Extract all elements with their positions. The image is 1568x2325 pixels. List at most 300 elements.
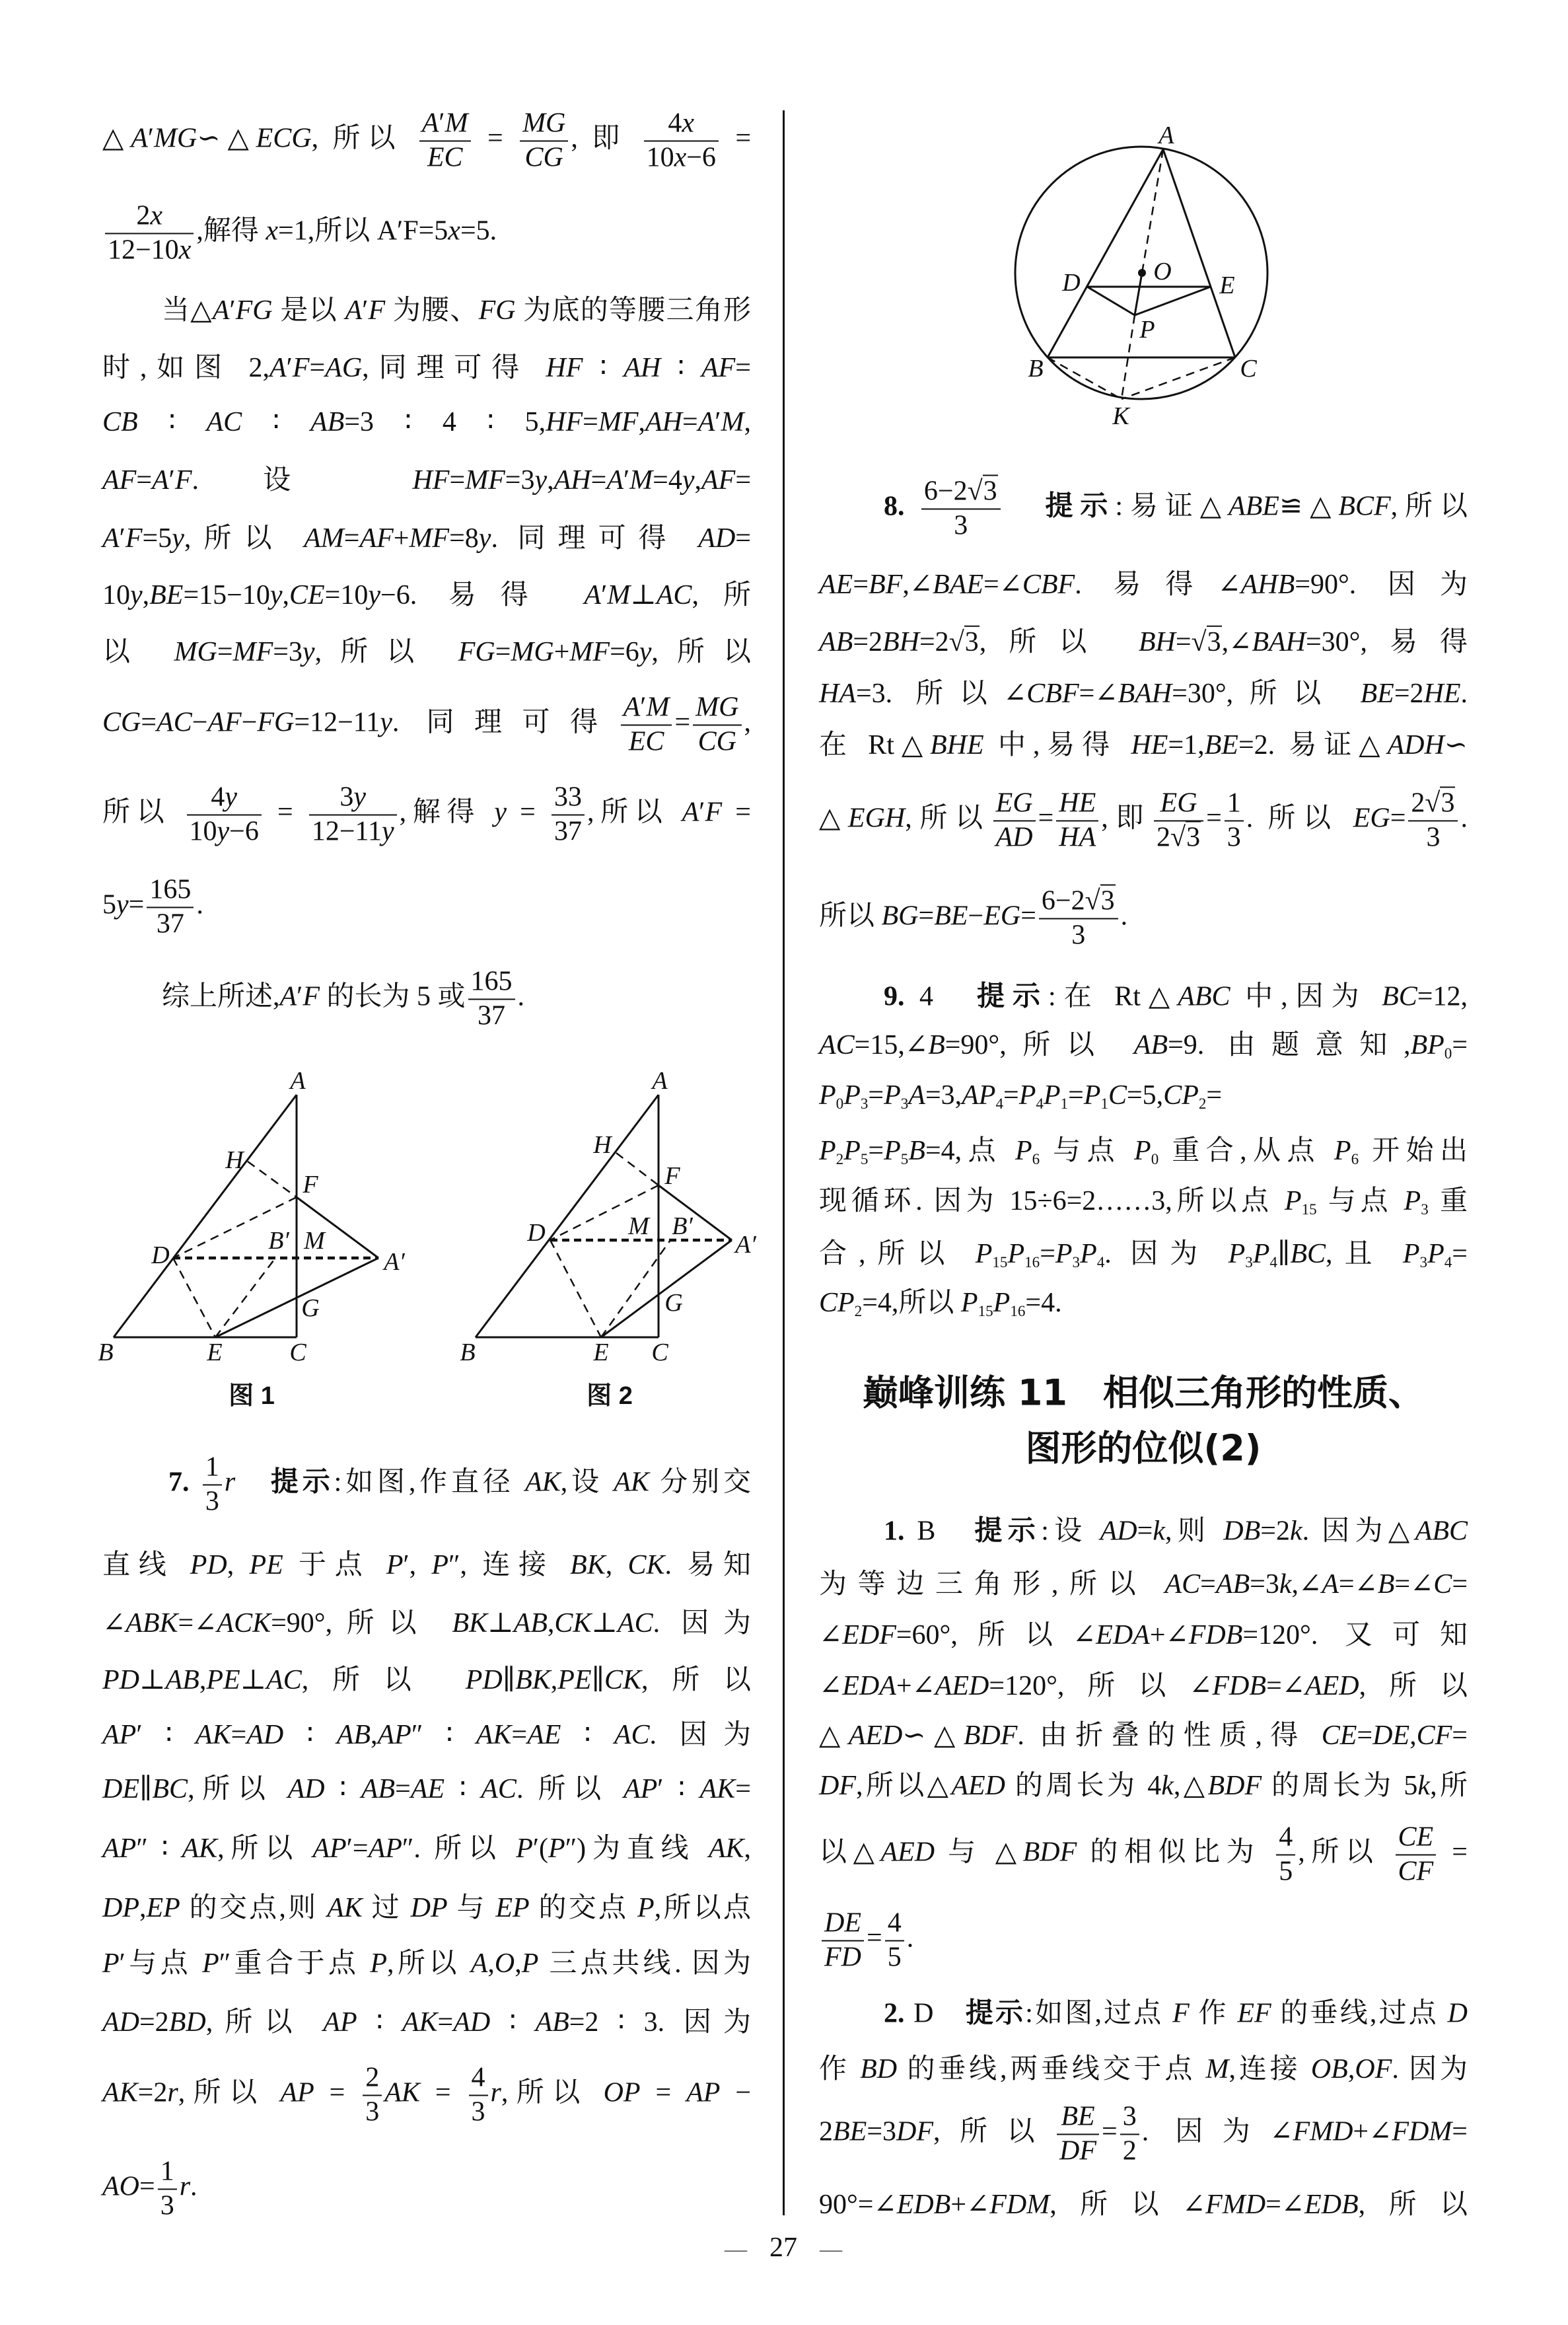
math-variable: AD [453,2007,491,2038]
text-run: ,所以 [387,1948,471,1979]
text-line [102,2155,751,2222]
denominator [1057,2133,1099,2168]
text-run: 5 [102,889,116,920]
text-run: = [735,352,751,383]
text-run: 的周长为 4 [1005,1770,1162,1801]
text-run: ∶ [583,352,624,383]
numerator [468,965,515,998]
math-variable: BE [833,2116,867,2147]
math-variable: AHB [1240,569,1295,600]
text-line [819,1078,1468,1113]
math-variable: P [1015,1135,1032,1166]
fraction [822,1907,864,1974]
text-run: 直线 [102,1549,190,1580]
text-run: ∶ [561,1719,614,1750]
text-run: . [906,1923,914,1954]
fig2-solid-segment-F-A1 [659,1185,732,1240]
text-run: ,∠ [1291,1568,1322,1600]
math-variable: DE [824,1907,861,1938]
math-variable: P [884,1135,901,1166]
text-run: 与 △ [935,1837,1023,1868]
text-run: =3 [505,464,535,496]
math-variable: P [1043,1080,1061,1111]
square-root [1425,786,1455,818]
text-run: = [1452,1568,1468,1600]
text-run: 5 [1279,1856,1293,1886]
text-run: 2 [819,2116,833,2147]
math-variable: P [993,1287,1011,1318]
text-run: ″ ∶ [411,1719,476,1750]
text-run: ,所以 [587,797,682,828]
text-line [819,2188,1468,2223]
text-run: ∽ [1444,729,1468,760]
math-variable: CF [1416,1720,1452,1751]
text-run: . [1460,678,1468,709]
text-run: , [550,1664,558,1695]
text-run: △ [819,1720,849,1751]
text-run: − [968,901,984,932]
fig2-point-label: E [593,1339,609,1366]
text-run: =5 [142,523,172,554]
text-run: ,所以 [1390,491,1468,522]
math-variable: EG [995,788,1033,819]
math-variable: y [380,707,392,738]
text-run: :易证△ [1115,491,1229,522]
text-run: B [904,1516,975,1547]
text-run: 6−2 [1041,885,1085,916]
text-run: = [1439,1837,1468,1868]
math-variable: MG [695,692,739,723]
text-line [102,1831,751,1866]
text-run: =3 [867,2116,896,2147]
text-run: ′ [286,352,293,383]
math-variable: y [269,579,283,610]
text-run: =4,点 [925,1135,1015,1166]
radicand: 3 [1186,822,1201,852]
text-run: , [744,1833,751,1864]
math-variable: AP [623,1773,658,1804]
subscript: 3 [1419,1253,1428,1271]
radical-sign-icon: √ [1191,626,1207,657]
text-run: =1, [1168,729,1205,760]
denominator [468,998,515,1033]
math-variable: AK [476,1719,512,1750]
text-run: ″ ∶ [136,1833,182,1864]
math-variable: B [928,1029,945,1060]
fig2-point-label: G [664,1289,683,1317]
math-variable: AK [699,1773,736,1804]
math-variable: x [266,215,279,246]
math-variable: BAH [1118,678,1172,709]
text-line [884,1513,1468,1549]
math-variable: BK [515,1664,551,1695]
text-run: 2 [1411,788,1425,819]
math-variable: ABC [1415,1516,1468,1547]
text-run: 的交点 [529,1892,638,1923]
fraction [203,1451,222,1518]
text-run: ′ [362,295,369,326]
text-run: 在 Rt△ [819,729,931,760]
center-point-dot [1138,269,1146,277]
footer-dash-left: — [725,2237,747,2262]
text-line [819,885,1468,951]
text-run: ,所以 [905,803,991,834]
fraction [1057,2100,1099,2167]
math-variable: FMD [1205,2189,1266,2220]
text-run: ⊥ [591,1607,618,1639]
text-run: = [1452,2116,1468,2147]
denominator [1056,820,1098,854]
math-variable: HA [1059,822,1096,852]
math-variable: P [1055,1238,1073,1269]
text-run: ′ [699,797,705,828]
fig1-dashed-segment-D-E [173,1258,215,1337]
math-variable: AD [1100,1516,1137,1547]
square-root [1192,626,1222,657]
math-variable: BC [1290,1238,1326,1269]
text-run [190,1467,200,1498]
denominator [147,906,194,941]
math-variable: CB [102,406,138,437]
math-variable: AP [368,1833,402,1864]
text-run: . 因为 [1104,1238,1229,1269]
math-variable: BC [1382,981,1417,1012]
square-root [949,626,980,657]
text-run: =2 ∶ 3. 因为 [569,2007,751,2038]
text-run: =12−11 [294,707,380,738]
text-run: 4 [668,108,682,139]
math-variable: HF [546,406,583,437]
text-run: ,解得 [399,797,495,828]
text-run: , [371,1719,378,1750]
text-run: :如图,过点 [1025,1998,1173,2029]
text-run: 与点 [1316,1185,1404,1216]
math-variable: x [150,200,162,231]
radicand: 3 [964,626,979,657]
text-run: 12−11 [311,816,382,846]
math-variable: k [1417,1770,1431,1801]
math-variable: CK [554,1607,592,1639]
subscript: 4 [995,1095,1003,1113]
text-run: = [674,707,691,738]
text-run: 现循环. 因为 15÷6=2……3,所以点 [819,1185,1285,1216]
circumcircle [1015,147,1267,399]
text-run: ,则 [1165,1516,1224,1547]
math-variable: P [843,1080,861,1111]
text-run: . 由折叠的性质,得 [1017,1720,1322,1751]
fig1-dashed-segment-E-B1 [215,1258,275,1337]
math-variable: P [1018,1080,1036,1111]
math-variable: A [212,295,230,326]
text-run: ″, 连接 [448,1549,571,1580]
text-run: ⊥ [487,1607,514,1639]
text-run: 开始出 [1359,1135,1468,1166]
math-variable: AB [361,1773,396,1804]
math-variable: ABC [1178,981,1230,1012]
text-run: , [1409,1720,1417,1751]
math-variable: P [202,1948,219,1979]
numerator [520,107,568,140]
text-run: = [1003,1080,1019,1111]
text-run: 与点 [1040,1135,1135,1166]
math-variable: AB [513,1607,548,1639]
text-run: = [640,2077,687,2108]
text-run: 33 [553,782,582,813]
text-run: + [393,523,410,554]
math-variable: FDM [1392,2116,1452,2147]
math-variable: AD [246,1719,284,1750]
math-variable: AF [701,352,736,383]
circle-figure [1015,122,1267,430]
math-variable: P [819,1080,836,1111]
text-line [819,625,1468,660]
text-run: ′, [403,1549,432,1580]
text-run: 6−2 [923,476,968,507]
text-run: ′ ∶ [136,1719,196,1750]
text-run: 2 [365,2062,380,2093]
numerator [469,2061,488,2094]
math-variable: x [448,215,460,246]
math-variable: EC [628,726,664,757]
text-run: ∠ [819,1619,843,1650]
math-variable: P [1083,1080,1101,1111]
math-variable: P [1007,1238,1025,1269]
math-variable: x [674,142,687,172]
square-root [968,474,998,506]
item-number: 8. [884,491,905,522]
text-run: − [720,2077,752,2108]
text-run: 重 [1428,1185,1468,1216]
fig1-point-label: B [98,1339,114,1366]
math-variable: A [606,464,624,496]
text-line [102,107,751,174]
fraction [993,787,1036,854]
math-variable: AP [312,1833,347,1864]
radical-sign-icon: √ [967,476,983,507]
math-variable: HE [1059,788,1096,819]
hint-label: 提示 [965,1997,1026,2028]
math-variable: AP [323,2007,357,2038]
text-run: 是以 [272,295,345,326]
text-run: ∥ [139,1773,153,1804]
math-variable: AC [614,1719,650,1750]
fraction [469,2061,488,2128]
math-variable: AC [481,1773,517,1804]
text-line [102,351,751,386]
text-line [819,1769,1468,1804]
subscript: 3 [860,1095,869,1113]
text-run: 1 [160,2156,174,2187]
text-run: ,所 [1430,1770,1468,1801]
text-run: =∠ [1394,1568,1434,1600]
math-variable: F [1172,1998,1190,2029]
math-variable: AF [102,464,137,496]
text-run: +∠ [1149,1619,1189,1650]
text-run: =1,所以 A′F=5 [278,215,448,246]
text-line [102,1891,751,1926]
text-line [102,1606,751,1641]
fraction [1396,1821,1437,1888]
text-run: 的相似比为 [1077,1837,1274,1868]
fraction [1056,787,1098,854]
fig1-point-label: E [207,1339,223,1366]
fig1-point-label: G [301,1294,320,1322]
math-variable: FDB [1188,1619,1243,1650]
denominator [822,1940,864,1974]
text-run: = [1357,1720,1373,1751]
text-run: 中,易得 [983,729,1131,760]
math-variable: AED [880,1837,935,1868]
fig1-point-label: H [225,1146,244,1174]
math-variable: AD [995,822,1033,852]
text-run: = [735,1773,751,1804]
numerator [187,781,262,814]
math-variable: F [174,464,192,496]
subscript: 5 [860,1150,869,1168]
denominator [105,233,194,267]
text-run: ∶ [445,1773,481,1804]
math-variable: AC [266,1664,302,1695]
math-variable: BDF [1022,1837,1077,1868]
math-variable: y [682,464,695,496]
fig2-solid-segment-A-B [476,1095,659,1337]
subscript: 1 [1100,1095,1108,1113]
math-variable: P [370,1948,388,1979]
figure-2 [460,1067,756,1410]
math-variable: CG [102,707,141,738]
figure-1 [98,1067,405,1410]
math-variable: CK [627,1549,665,1580]
text-run: ″. 所以 [402,1833,517,1864]
text-run: = [1040,1238,1055,1269]
text-run: 作 [1189,1998,1238,2029]
text-line [162,965,751,1032]
math-variable: AC [656,579,692,610]
text-run: . 易得∠ [1075,569,1241,600]
text-run: = [1452,1029,1468,1060]
fig2-point-label: B′ [672,1212,693,1240]
numerator [921,475,1001,508]
text-run: ∶ [137,406,207,437]
text-run: =∠ [1265,2189,1305,2220]
math-variable: P [1334,1135,1351,1166]
text-run: :设 [1041,1516,1100,1547]
math-variable: AC [1164,1568,1201,1600]
radicand: 3 [983,476,997,507]
text-run: , [515,1948,522,1979]
text-run: 3 [1071,920,1086,950]
circle-fig-point-label: B [1028,355,1044,383]
text-run: = [868,1080,884,1111]
text-run: =3. 所以∠ [856,678,1027,709]
math-variable: y [116,889,129,920]
fraction [693,691,741,758]
math-variable: EDF [842,1619,896,1650]
text-run: , [199,1664,207,1695]
text-run: ,连接 [1229,2053,1311,2085]
text-line [102,2061,751,2128]
math-variable: BE [1360,678,1394,709]
text-run: − [241,707,258,738]
text-run: D [904,1998,966,2029]
denominator [1276,1854,1295,1888]
math-variable: FG [235,295,273,326]
text-run: . [1460,803,1468,834]
math-variable: PD [465,1664,503,1695]
text-run: 以 [102,636,174,667]
denominator [309,814,397,848]
math-variable: EC [427,142,463,172]
math-variable: AB [1133,1029,1168,1060]
math-variable: BD [168,2007,206,2038]
math-variable: DE [102,1773,139,1804]
math-variable: CE [1321,1720,1357,1751]
math-variable: EGH [847,803,906,834]
fig1-point-label: F [303,1171,318,1199]
math-variable: EF [1237,1998,1271,2029]
fraction [187,781,262,848]
text-line [819,1134,1468,1169]
text-run: , [487,1948,495,1979]
math-variable: MG [174,636,217,667]
text-run: = [1175,626,1192,657]
subscript: 6 [1351,1150,1359,1168]
text-run: ,所以点 [654,1892,751,1923]
math-variable: CBF [1026,678,1079,709]
math-variable: FG [478,295,516,326]
math-variable: MF [232,636,273,667]
text-line [102,1772,751,1807]
math-variable: AP [962,1080,996,1111]
text-run: ∠ [819,1670,843,1701]
text-line [819,1821,1468,1888]
fig2-dashed-segment-E-B1 [601,1240,670,1337]
math-variable: P [1134,1135,1151,1166]
text-run: = [141,707,157,738]
radical-sign-icon: √ [1085,885,1100,916]
figure-2-caption: 图 2 [587,1382,633,1410]
text-run: ∶ [490,2007,536,2038]
fig2-solid-segment-A1-E [601,1240,732,1337]
text-run: . 所以 [1246,803,1353,834]
text-run: ′( [532,1833,549,1864]
denominator [363,2094,382,2129]
math-variable: P [843,1135,861,1166]
text-run: :如图,作直径 [334,1467,526,1498]
math-variable: DF [819,1770,856,1801]
math-variable: AB [535,2007,569,2038]
square-root [1085,884,1116,916]
text-run: =15−10 [183,579,270,610]
text-run: = [1038,803,1054,834]
math-variable: BDF [1207,1770,1262,1801]
text-run: =3 [1250,1568,1279,1600]
text-run: 为等边三角形,所以 [819,1568,1165,1600]
math-variable: HF [546,352,583,383]
text-run: 1 [205,1452,219,1483]
text-run: 2 [136,200,151,231]
text-run: =2 [919,626,949,657]
text-run: ′ [147,123,155,154]
denominator [621,724,672,758]
math-variable: FG [458,636,495,667]
circle-fig-dashed-segment-C-K [1122,357,1235,399]
text-run: . 所以 [516,1773,624,1804]
math-variable: M [646,692,670,723]
math-variable: FG [257,707,295,738]
math-variable: AC [157,707,192,738]
text-run: ,解得 [196,215,266,246]
